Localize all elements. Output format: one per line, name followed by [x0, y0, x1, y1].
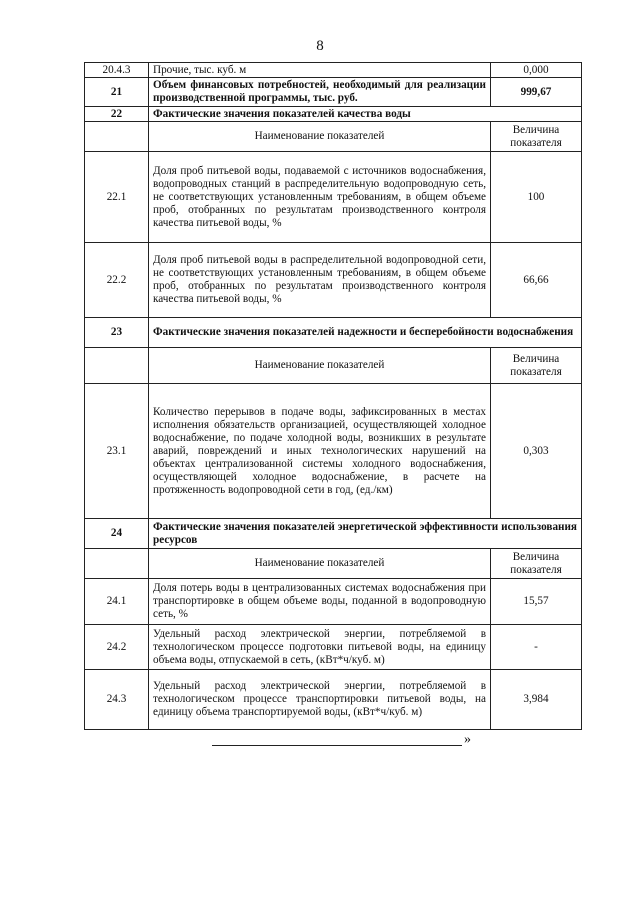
row-name: Количество перерывов в подаче воды, зафиксированных в местах исполнения обязательств организацией, осуществляющей холодное водоснабжение, по подаче холодной воды, возникших в результате аварий, повреждений и иных технологических нарушений на объектах централизованной системы холодного водоснабжения, осуществляющей холодное водоснабжение, в расчете на протяженность водопроводной сети в год, (ед./км): [149, 384, 491, 519]
row-value: 100: [491, 152, 582, 243]
column-header-value: Величина показателя: [491, 348, 582, 384]
table-row-20-4-3: [85, 63, 582, 78]
header-row-24: [85, 549, 582, 579]
closing-quote-mark: »: [464, 732, 471, 747]
row-number: 23.1: [85, 384, 149, 519]
section-number: 24: [85, 519, 149, 549]
row-value: 0,303: [491, 384, 582, 519]
section-number: 23: [85, 318, 149, 348]
row-value: -: [491, 625, 582, 670]
row-name: Объем финансовых потребностей, необходимый для реализации производственной программы, тыс. руб.: [149, 78, 491, 107]
row-name: Прочие, тыс. куб. м: [149, 63, 491, 78]
row-value: 3,984: [491, 670, 582, 730]
row-value: 999,67: [491, 78, 582, 107]
section-row-24: [85, 519, 582, 549]
table-row-21: [85, 78, 582, 107]
section-title: Фактические значения показателей энергетической эффективности использования ресурсов: [149, 519, 582, 549]
column-header-name: Наименование показателей: [149, 549, 491, 579]
row-value: 0,000: [491, 63, 582, 78]
row-value: 66,66: [491, 243, 582, 318]
row-number: 24.2: [85, 625, 149, 670]
row-number: 24.3: [85, 670, 149, 730]
table-row-24-2: [85, 625, 582, 670]
row-name: Доля проб питьевой воды, подаваемой с источников водоснабжения, водопроводных станций в распределительную водопроводную сеть, не соответствующих установленным требованиям, в общем объеме проб, отобранных по результатам производственного контроля качества питьевой воды, %: [149, 152, 491, 243]
empty-cell: [85, 549, 149, 579]
row-value: 15,57: [491, 579, 582, 625]
table-row-24-1: [85, 579, 582, 625]
header-row-23: [85, 348, 582, 384]
closing-underline: [212, 745, 462, 746]
row-number: 24.1: [85, 579, 149, 625]
row-name: Доля потерь воды в централизованных системах водоснабжения при транспортировке в общем объеме воды, поданной в водопроводную сеть, %: [149, 579, 491, 625]
section-number: 22: [85, 107, 149, 122]
header-row-22: [85, 122, 582, 152]
column-header-value: Величина показателя: [491, 549, 582, 579]
table-row-22-2: [85, 243, 582, 318]
page-number: 8: [316, 38, 324, 54]
row-number: 21: [85, 78, 149, 107]
empty-cell: [85, 348, 149, 384]
row-number: 22.2: [85, 243, 149, 318]
empty-cell: [85, 122, 149, 152]
table-row-23-1: [85, 384, 582, 519]
row-number: 22.1: [85, 152, 149, 243]
column-header-value: Величина показателя: [491, 122, 582, 152]
row-name: Доля проб питьевой воды в распределительной водопроводной сети, не соответствующих установленным требованиям, в общем объеме проб, отобранных по результатам производственного контроля качества питьевой воды, %: [149, 243, 491, 318]
section-title: Фактические значения показателей надежности и бесперебойности водоснабжения: [149, 318, 582, 348]
indicators-table: [84, 62, 582, 730]
column-header-name: Наименование показателей: [149, 122, 491, 152]
section-row-23: [85, 318, 582, 348]
section-row-22: [85, 107, 582, 122]
row-name: Удельный расход электрической энергии, потребляемой в технологическом процессе подготовки питьевой воды, на единицу объема воды, отпускаемой в сеть, (кВт*ч/куб. м): [149, 625, 491, 670]
table-row-22-1: [85, 152, 582, 243]
row-name: Удельный расход электрической энергии, потребляемой в технологическом процессе транспортировки питьевой воды, на единицу объема транспортируемой воды, (кВт*ч/куб. м): [149, 670, 491, 730]
row-number: 20.4.3: [85, 63, 149, 78]
column-header-name: Наименование показателей: [149, 348, 491, 384]
section-title: Фактические значения показателей качества воды: [149, 107, 582, 122]
table-row-24-3: [85, 670, 582, 730]
